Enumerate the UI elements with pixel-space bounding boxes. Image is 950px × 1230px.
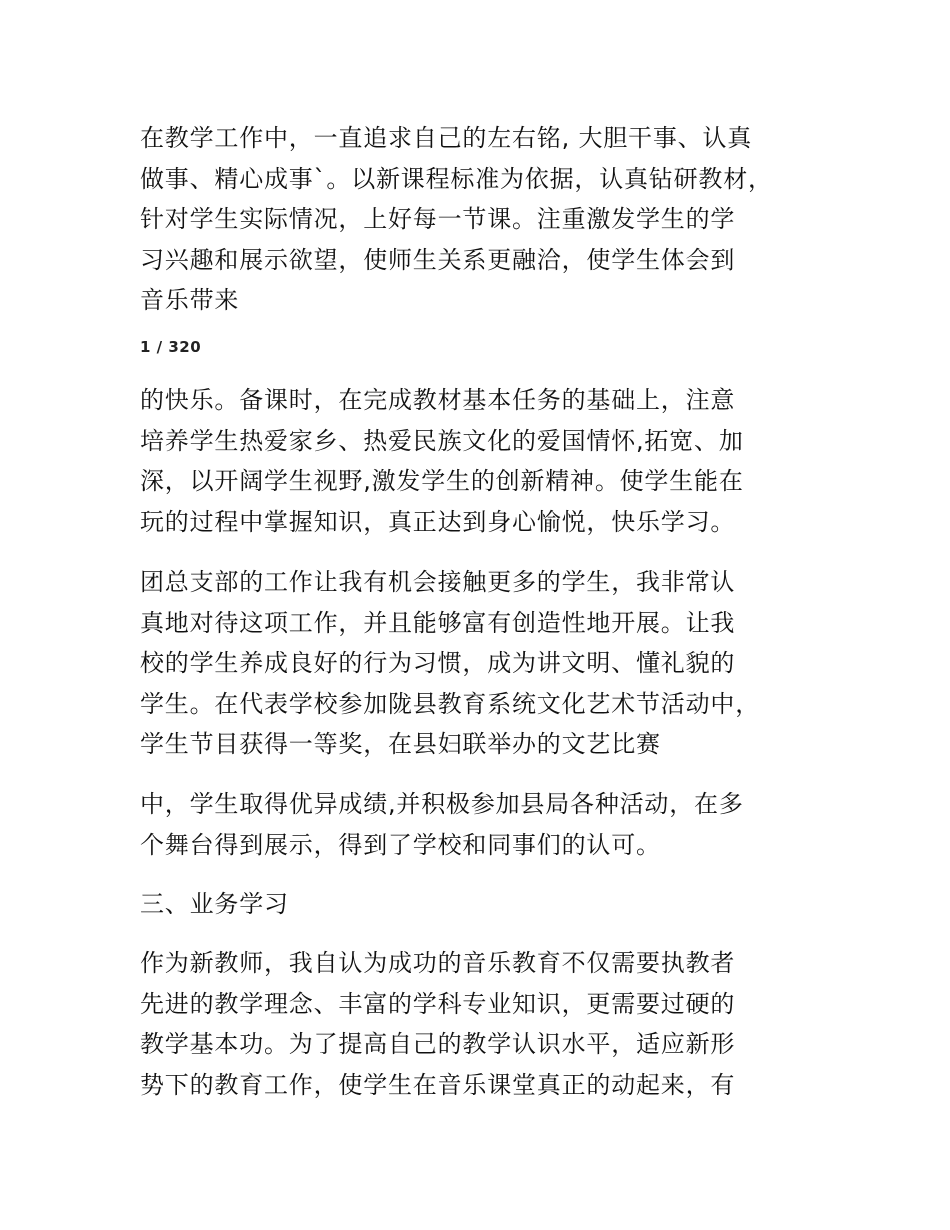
paragraph-student-achievements	[140, 784, 830, 865]
text-line: 音乐带来	[140, 286, 240, 314]
text-line: 学生节目获得一等奖，在县妇联举办的文艺比赛	[140, 730, 661, 758]
text-line: 团总支部的工作让我有机会接触更多的学生，我非常认	[140, 568, 736, 596]
paragraph-lesson-preparation	[140, 380, 830, 542]
text-line: 在教学工作中，一直追求自己的左右铭, 大胆干事、认真	[140, 124, 753, 152]
text-line: 做事、精心成事`。以新课程标准为依据，认真钻研教材，	[140, 164, 773, 193]
page-number: 1 / 320	[140, 338, 202, 356]
text-line: 习兴趣和展示欲望，使师生关系更融洽，使学生体会到	[140, 245, 736, 274]
text-line: 先进的教学理念、丰富的学科专业知识，更需要过硬的	[140, 989, 736, 1018]
text-line: 学生。在代表学校参加陇县教育系统文化艺术节活动中，	[140, 689, 760, 718]
paragraph-youth-league-work	[140, 562, 830, 765]
section-heading: 三、业务学习	[140, 890, 289, 918]
text-line: 教学基本功。为了提高自己的教学认识水平，适应新形	[140, 1030, 736, 1058]
text-line: 玩的过程中掌握知识，真正达到身心愉悦，快乐学习。	[140, 507, 736, 536]
section-heading-professional-study	[140, 884, 830, 925]
text-line: 个舞台得到展示，得到了学校和同事们的认可。	[140, 830, 661, 859]
text-line: 势下的教育工作，使学生在音乐课堂真正的动起来，有	[140, 1070, 736, 1099]
paragraph-teaching-motto	[140, 118, 830, 321]
text-line: 的快乐。备课时，在完成教材基本任务的基础上，注意	[140, 386, 736, 414]
text-line: 作为新教师，我自认为成功的音乐教育不仅需要执教者	[140, 949, 736, 977]
text-line: 中，学生取得优异成绩,并积极参加县局各种活动，在多	[140, 790, 744, 818]
text-line: 校的学生养成良好的行为习惯，成为讲文明、懂礼貌的	[140, 649, 736, 677]
text-line: 深，以开阔学生视野,激发学生的创新精神。使学生能在	[140, 467, 744, 495]
paragraph-new-teacher	[140, 943, 830, 1105]
text-line: 针对学生实际情况，上好每一节课。注重激发学生的学	[140, 205, 736, 233]
text-line: 真地对待这项工作，并且能够富有创造性地开展。让我	[140, 608, 736, 637]
text-line: 培养学生热爱家乡、热爱民族文化的爱国情怀,拓宽、加	[140, 426, 744, 455]
